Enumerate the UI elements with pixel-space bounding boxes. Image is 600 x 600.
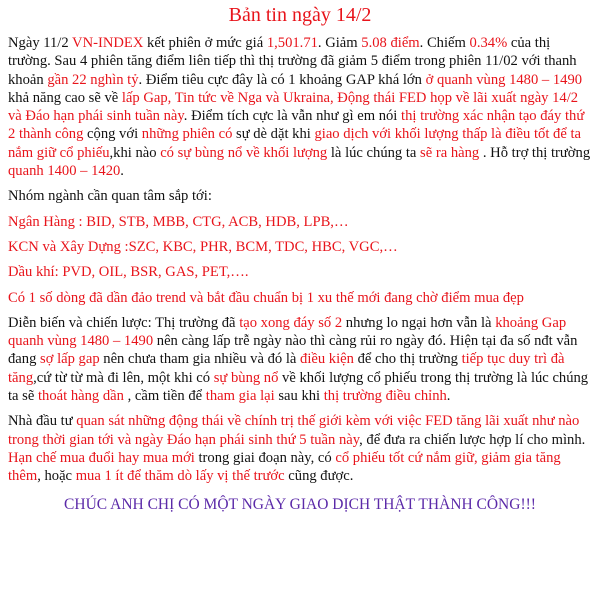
highlight-text: tạo xong đáy số 2 [239, 314, 343, 331]
body-text: , hoặc [37, 468, 76, 485]
sector-banking: Ngân Hàng : BID, STB, MBB, CTG, ACB, HDB, LPB,… [8, 213, 349, 230]
highlight-text: thị trường xác nhận tạo đáy thứ 2 thành công [8, 108, 585, 143]
body-text: khả năng cao sẽ về [8, 89, 122, 106]
body-text: của thị trường. Sau 4 phiên tăng điểm liên tiếp thì thị trường đã giảm 5 điểm trong phiên 11/02 với thanh khoản [8, 35, 577, 88]
highlight-text: 5.08 điểm [361, 35, 420, 51]
highlight-text: tham gia lại [205, 388, 275, 405]
body-text: . Chiếm [419, 35, 470, 51]
body-text: ,khi nào [109, 144, 161, 161]
investor-advice-paragraph [8, 412, 592, 485]
body-text: sự dè dặt khi [232, 126, 315, 143]
bulletin-title: Bản tin ngày 14/2 [228, 4, 372, 26]
highlight-text: ở quanh vùng 1480 – 1490 [425, 71, 583, 88]
highlight-text: giao dịch với khối lượng thấp là điều tốt để ta nắm giữ cổ phiếu [8, 126, 581, 161]
highlight-text: sự bùng nổ [213, 369, 279, 386]
highlight-text: gần 22 nghìn tỷ [47, 71, 139, 88]
highlight-text: lấp Gap, Tin tức về Nga và Ukraina, Động thái FED họp về lãi xuất ngày 14/2 và Đáo hạn phái sinh tuần này [8, 89, 579, 125]
body-text: Diễn biến và chiến lược: Thị trường đã [8, 314, 240, 331]
body-text: nên chưa tham gia nhiều và đó là [99, 351, 301, 368]
body-text: Ngày 11/2 [8, 35, 73, 51]
highlight-text: thoát hàng dần [38, 388, 124, 405]
sectors-heading: Nhóm ngành cần quan tâm sắp tới: [8, 188, 212, 205]
highlight-text: có sự bùng nổ về khối lượng [160, 144, 328, 161]
body-text: . [446, 388, 451, 405]
body-text: ,cứ từ từ mà đi lên, một khi có [33, 369, 214, 386]
body-text: trong giai đoạn này, có [194, 449, 336, 466]
body-text: . [120, 163, 124, 180]
body-text: , để đưa ra chiến lược hợp lí cho mình. [359, 431, 586, 448]
strategy-paragraph [8, 314, 592, 405]
body-text: kết phiên ở mức giá [143, 35, 267, 51]
body-text: để cho thị trường [353, 351, 462, 368]
highlight-text: những phiên có [141, 126, 233, 143]
highlight-text: thị trường điều chỉnh [323, 388, 447, 405]
body-text: , cầm tiền để [123, 388, 206, 405]
highlight-text: 0.34% [469, 35, 508, 51]
body-text: nên càng lấp trễ ngày nào thì càng rủi ro ngày đó. Hiện tại đa số nđt vẫn đang [8, 333, 578, 368]
body-text: . Điểm tích cực là vẫn như gì em nói [183, 108, 402, 125]
body-text: về khối lượng cổ phiếu trong thị trường là lúc chúng ta sẽ [8, 369, 589, 405]
highlight-text: sợ lấp gap [40, 351, 100, 368]
highlight-text: cổ phiếu tốt cứ nắm giữ, giảm gia tăng thêm [8, 449, 561, 485]
highlight-text: điều kiện [300, 351, 354, 368]
sector-oil-gas: Dầu khí: PVD, OIL, BSR, GAS, PET,…. [8, 264, 249, 281]
closing-wish: CHÚC ANH CHỊ CÓ MỘT NGÀY GIAO DỊCH THẬT THÀNH CÔNG!!! [64, 495, 536, 513]
highlight-text: tiếp tục duy trì đà tăng [8, 351, 565, 386]
highlight-text: mua 1 ít để thăm dò lấy vị thế trước [75, 468, 285, 485]
highlight-text: khoảng Gap quanh vùng 1480 – 1490 [8, 314, 567, 350]
highlight-text: 1,501.71 [266, 35, 318, 51]
body-text: . Điểm tiêu cực đây là có 1 khoảng GAP khá lớn [138, 71, 426, 88]
sector-industrial-construction: KCN và Xây Dựng :SZC, KBC, PHR, BCM, TDC, HBC, VGC,… [8, 238, 398, 255]
body-text: cộng với [83, 126, 142, 143]
body-text: Nhà đầu tư [8, 413, 77, 430]
highlight-text: quanh 1400 – 1420 [8, 163, 121, 180]
body-text: . Giảm [317, 35, 362, 51]
market-summary-paragraph [8, 34, 592, 180]
highlight-text: VN-INDEX [72, 35, 144, 51]
body-text: là lúc chúng ta [327, 144, 421, 161]
highlight-text: sẽ ra hàng [420, 144, 480, 161]
sector-trend-note: Có 1 số dòng đã dần đảo trend và bắt đầu chuẩn bị 1 xu thế mới đang chờ điểm mua đẹp [8, 289, 524, 306]
highlight-text: Hạn chế mua đuổi hay mua mới [8, 449, 195, 466]
highlight-text: quan sát những động thái về chính trị thế giới kèm với việc FED tăng lãi xuất như nào trong thời gian tới và ngày Đáo hạn phái sinh thứ 5 tuần này [8, 413, 580, 448]
body-text: cũng được. [284, 468, 354, 485]
body-text: nhưng lo ngại hơn vẫn là [342, 314, 496, 331]
body-text: sau khi [274, 388, 324, 405]
body-text: . Hỗ trợ thị trường [479, 144, 591, 161]
